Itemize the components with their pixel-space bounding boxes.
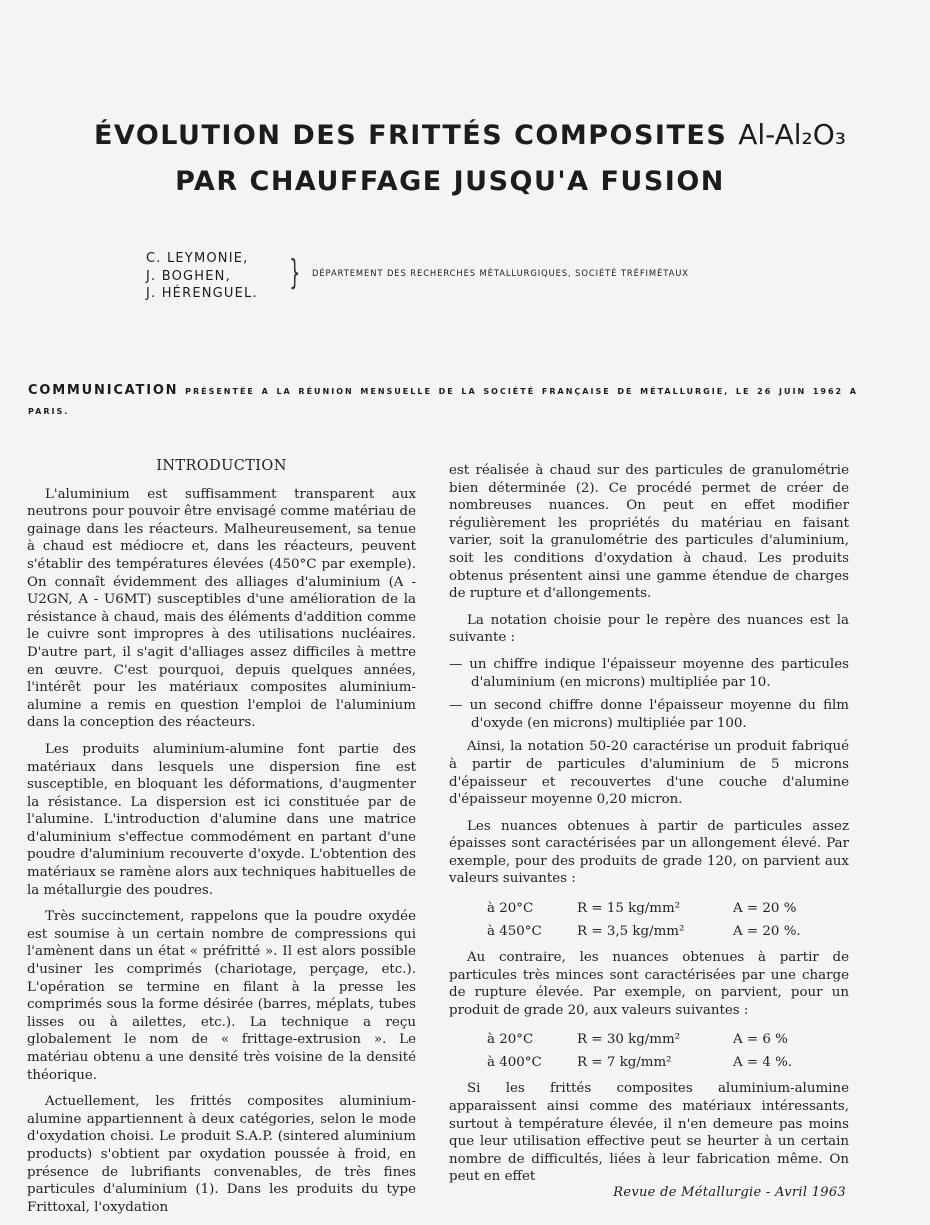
paragraph: Très succinctement, rappelons que la poudre oxydée est soumise à un certain nombre de compressions qui l'amènent dans un état « préfritté ». Il est alors possible d'usiner les comprimés (chariotage, perçage, etc.). L'opération se termine en filant à la presse les comprimés sous la forme désirée (barres, méplats, tubes lisses ou à ailettes, etc.). La technique a reçu globalement le nom de « frittage-extrusion ». Le matériau obtenu a une densité très voisine de la densité théorique. [27,909,416,1083]
elongation-cell: A = 6 % [733,1032,788,1048]
journal-footer: Revue de Métallurgie - Avril 1963 [613,1185,846,1200]
author-list [146,250,258,303]
temperature-cell: à 400°C [487,1055,542,1071]
table-row [487,1051,792,1074]
title-line-2: PAR CHAUFFAGE JUSQU'A FUSION [175,166,725,197]
article-title [0,112,930,205]
paragraph: Si les frittés composites aluminium-alumine apparaissent ainsi comme des matériaux intéressants, surtout à température élevée, il n'en demeure pas moins que leur utilisation effective peut se heurter à un certain nombre de difficultés, liées à leur fabrication même. On peut en effet [449,1081,849,1185]
values-table-grade-20 [487,1028,792,1074]
paragraph: La notation choisie pour le repère des nuances est la suivante : [449,612,849,646]
paragraph: Au contraire, les nuances obtenues à partir de particules très minces sont caractérisées par une charge de rupture élevée. Par exemple, on parvient, pour un produit de grade 20, aux valeurs suivantes : [449,950,849,1018]
paragraph: Actuellement, les frittés composites aluminium-alumine appartiennent à deux catégories, selon le mode d'oxydation choisi. Le produit S.A.P. (sintered aluminium products) s'obtient par oxydation poussée à froid, en présence de lubrifiants convenables, de très fines particules d'aluminium (1). Dans les produits du type Frittoxal, l'oxydation [27,1094,416,1215]
title-formula: Al-Al₂O₃ [738,118,847,151]
list-item: — un second chiffre donne l'épaisseur moyenne du film d'oxyde (en microns) multipliée par 100. [449,698,849,731]
affiliation: DÉPARTEMENT DES RECHERCHES MÉTALLURGIQUES, SOCIÉTÉ TRÉFIMÉTAUX [312,268,689,278]
communication-lead: COMMUNICATION [28,383,179,398]
elongation-cell: A = 4 %. [733,1055,793,1071]
author-3: J. HÉRENGUEL. [146,286,258,301]
paragraph: est réalisée à chaud sur des particules de granulométrie bien déterminée (2). Ce procédé permet de créer de nombreuses nuances. On peut en effet modifier régulièrement les propriétés du matériau en faisant varier, soit la granulométrie des particules d'aluminium, soit les conditions d'oxydation à chaud. Les produits obtenus présentent ainsi une gamme étendue de charges de rupture et d'allongements. [449,463,849,602]
resistance-cell: R = 7 kg/mm² [577,1055,672,1071]
paragraph: Ainsi, la notation 50-20 caractérise un produit fabriqué à partir de particules d'aluminium de 5 microns d'épaisseur et recouvertes d'une couche d'alumine d'épaisseur moyenne 0,20 micron. [449,739,849,808]
section-heading: INTRODUCTION [156,458,287,474]
author-1: C. LEYMONIE, [146,251,249,266]
resistance-cell: R = 3,5 kg/mm² [577,924,685,940]
communication-text: PRÉSENTÉE A LA RÉUNION MENSUELLE DE LA SOCIÉTÉ FRANÇAISE DE MÉTALLURGIE, LE 26 JUIN 1962 A PARIS. [28,387,858,416]
elongation-cell: A = 20 %. [733,924,801,940]
paragraph: L'aluminium est suffisamment transparent aux neutrons pour pouvoir être envisagé comme matériau de gainage dans les réacteurs. Malheureusement, sa tenue à chaud est médiocre et, dans les réacteurs, peuvent s'établir des températures élevées (450°C par exemple). On connaît évidemment des alliages d'aluminium (A - U2GN, A - U6MT) susceptibles d'une amélioration de la résistance à chaud, mais des éléments d'addition comme le cuivre sont impropres à des utilisations nucléaires. D'autre part, il s'agit d'alliages assez difficiles à mettre en œuvre. C'est pourquoi, depuis quelques années, l'intérêt pour les matériaux composites aluminium-alumine a remis en question l'emploi de l'aluminium dans la conception des réacteurs. [27,486,416,731]
elongation-cell: A = 20 % [733,901,797,917]
temperature-cell: à 450°C [487,924,542,940]
paragraph: Les nuances obtenues à partir de particules assez épaisses sont caractérisées par un allongement élevé. Par exemple, pour des produits de grade 120, on parvient aux valeurs suivantes : [449,818,849,887]
paragraph: Les produits aluminium-alumine font partie des matériaux dans lesquels une dispersion fine est susceptible, en bloquant les déformations, d'augmenter la résistance. La dispersion est ici constituée par de l'alumine. L'introduction d'alumine dans une matrice d'aluminium s'effectue commodément en partant d'une poudre d'aluminium recouverte d'oxyde. L'obtention des matériaux se ramène alors aux techniques habituelles de la métallurgie des poudres. [27,741,416,898]
table-row [487,897,801,920]
author-2: J. BOGHEN, [146,268,231,284]
right-column [449,462,849,1195]
left-column [27,458,416,1225]
title-line-1: ÉVOLUTION DES FRITTÉS COMPOSITES [93,120,728,151]
values-table-grade-120 [487,897,801,943]
temperature-cell: à 20°C [487,1032,534,1048]
table-row [487,920,801,943]
temperature-cell: à 20°C [487,901,534,917]
table-row [487,1028,792,1051]
brace-glyph: } [289,253,301,293]
list-item: — un chiffre indique l'épaisseur moyenne des particules d'aluminium (en microns) multipliée par 10. [449,656,849,690]
communication-note [28,381,858,422]
resistance-cell: R = 30 kg/mm² [577,1032,681,1048]
resistance-cell: R = 15 kg/mm² [577,901,681,917]
